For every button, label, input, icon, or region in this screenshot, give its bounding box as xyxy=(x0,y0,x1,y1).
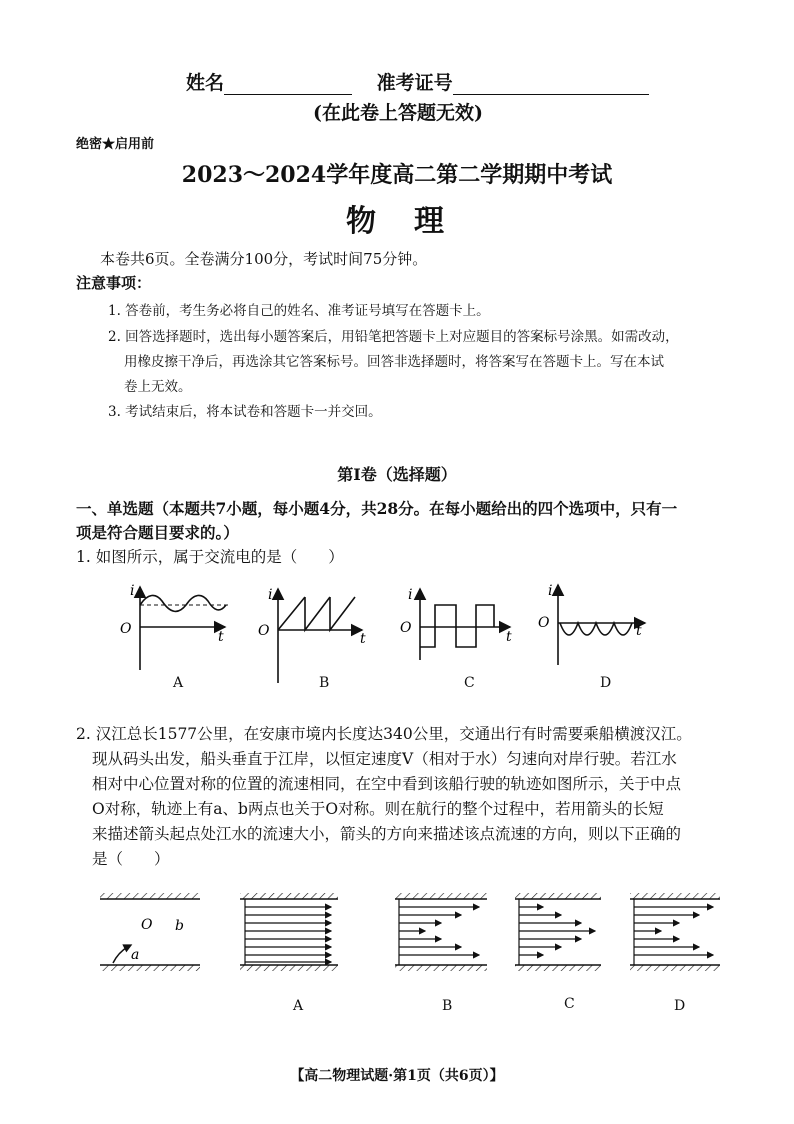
intro-text: 本卷共6页。全卷满分100分，考试时间75分钟。 xyxy=(100,250,428,268)
q2-line: 现从码头出发，船头垂直于江岸，以恒定速度V（相对于水）匀速向对岸行驶。若江水 xyxy=(92,750,677,768)
flow-diagram-c xyxy=(515,893,601,971)
q2-line: 相对中心位置对称的位置的流速相同，在空中看到该船行驶的轨迹如图所示，关于中点 xyxy=(92,775,682,793)
notes-title: 注意事项： xyxy=(76,274,152,292)
q2-option-d[interactable]: D xyxy=(674,998,686,1014)
flow-diagram-b xyxy=(395,893,487,971)
flow-diagram-d xyxy=(630,893,720,971)
q1-graphs xyxy=(100,575,660,695)
exam-title: 2023～2024学年度高二第二学期期中考试 xyxy=(181,162,613,188)
section-title: 第Ⅰ卷（选择题） xyxy=(337,465,457,484)
q1-option-c[interactable]: C xyxy=(464,675,475,691)
subject-title: 物 理 xyxy=(346,204,448,239)
id-blank[interactable] xyxy=(453,76,649,95)
page-footer: 【高二物理试题·第1页（共6页）】 xyxy=(290,1068,504,1084)
name-field-row xyxy=(186,68,649,95)
point-b: b xyxy=(175,918,184,934)
q1-stem: 1. 如图所示，属于交流电的是（ ） xyxy=(76,548,344,566)
origin-label: O xyxy=(258,623,270,639)
name-blank[interactable] xyxy=(224,76,352,95)
graph-c xyxy=(400,587,512,660)
note-item: 用橡皮擦干净后，再选涂其它答案标号。回答非选择题时，将答案写在答题卡上。写在本试 xyxy=(124,354,664,370)
note-item: 2. 回答选择题时，选出每小题答案后，用铅笔把答题卡上对应题目的答案标号涂黑。如需改动， xyxy=(108,329,679,345)
graph-a xyxy=(120,583,230,670)
q1-option-b[interactable]: B xyxy=(319,675,330,691)
section-instruction: 一、单选题（本题共7小题，每小题4分，共28分。在每小题给出的四个选项中，只有一 xyxy=(76,499,678,518)
name-label: 姓名 xyxy=(186,72,225,94)
axis-i-label: i xyxy=(130,583,135,599)
axis-t-label: t xyxy=(636,623,642,639)
q2-line: 来描述箭头起点处江水的流速大小，箭头的方向来描述该点流速的方向，则以下正确的 xyxy=(92,825,682,843)
q2-line: O对称，轨迹上有a、b两点也关于O对称。则在航行的整个过程中，若用箭头的长短 xyxy=(92,800,664,818)
graph-b xyxy=(258,587,366,683)
q2-line: 是（ ） xyxy=(92,850,170,868)
graph-d xyxy=(538,583,645,665)
origin-label: O xyxy=(538,615,550,631)
q2-option-c[interactable]: C xyxy=(564,996,575,1012)
axis-t-label: t xyxy=(360,631,366,647)
point-a: a xyxy=(131,947,140,963)
note-item: 3. 考试结束后，将本试卷和答题卡一并交回。 xyxy=(108,404,382,420)
axis-t-label: t xyxy=(218,629,224,645)
point-o: O xyxy=(141,917,153,933)
axis-i-label: i xyxy=(408,587,413,603)
q1-option-d[interactable]: D xyxy=(600,675,612,691)
q2-option-b[interactable]: B xyxy=(442,998,453,1014)
q2-option-a[interactable]: A xyxy=(293,998,304,1014)
axis-t-label: t xyxy=(506,629,512,645)
q2-line: 2. 汉江总长1577公里，在安康市境内长度达340公里，交通出行有时需要乘船横渡汉江。 xyxy=(76,725,692,743)
note-item: 1. 答卷前，考生务必将自己的姓名、准考证号填写在答题卡上。 xyxy=(108,303,490,319)
invalid-note: (在此卷上答题无效) xyxy=(313,102,483,124)
section-instruction: 项是符合题目要求的。） xyxy=(76,523,239,542)
origin-label: O xyxy=(400,620,412,636)
note-item: 卷上无效。 xyxy=(124,379,192,395)
axis-i-label: i xyxy=(268,587,273,603)
trajectory-panel xyxy=(100,893,200,971)
secret-mark: 绝密★启用前 xyxy=(76,137,155,152)
q2-figures xyxy=(95,885,725,985)
axis-i-label: i xyxy=(548,583,553,599)
origin-label: O xyxy=(120,621,132,637)
q1-option-a[interactable]: A xyxy=(173,675,184,691)
flow-diagram-a xyxy=(240,893,338,971)
id-label: 准考证号 xyxy=(376,72,453,94)
